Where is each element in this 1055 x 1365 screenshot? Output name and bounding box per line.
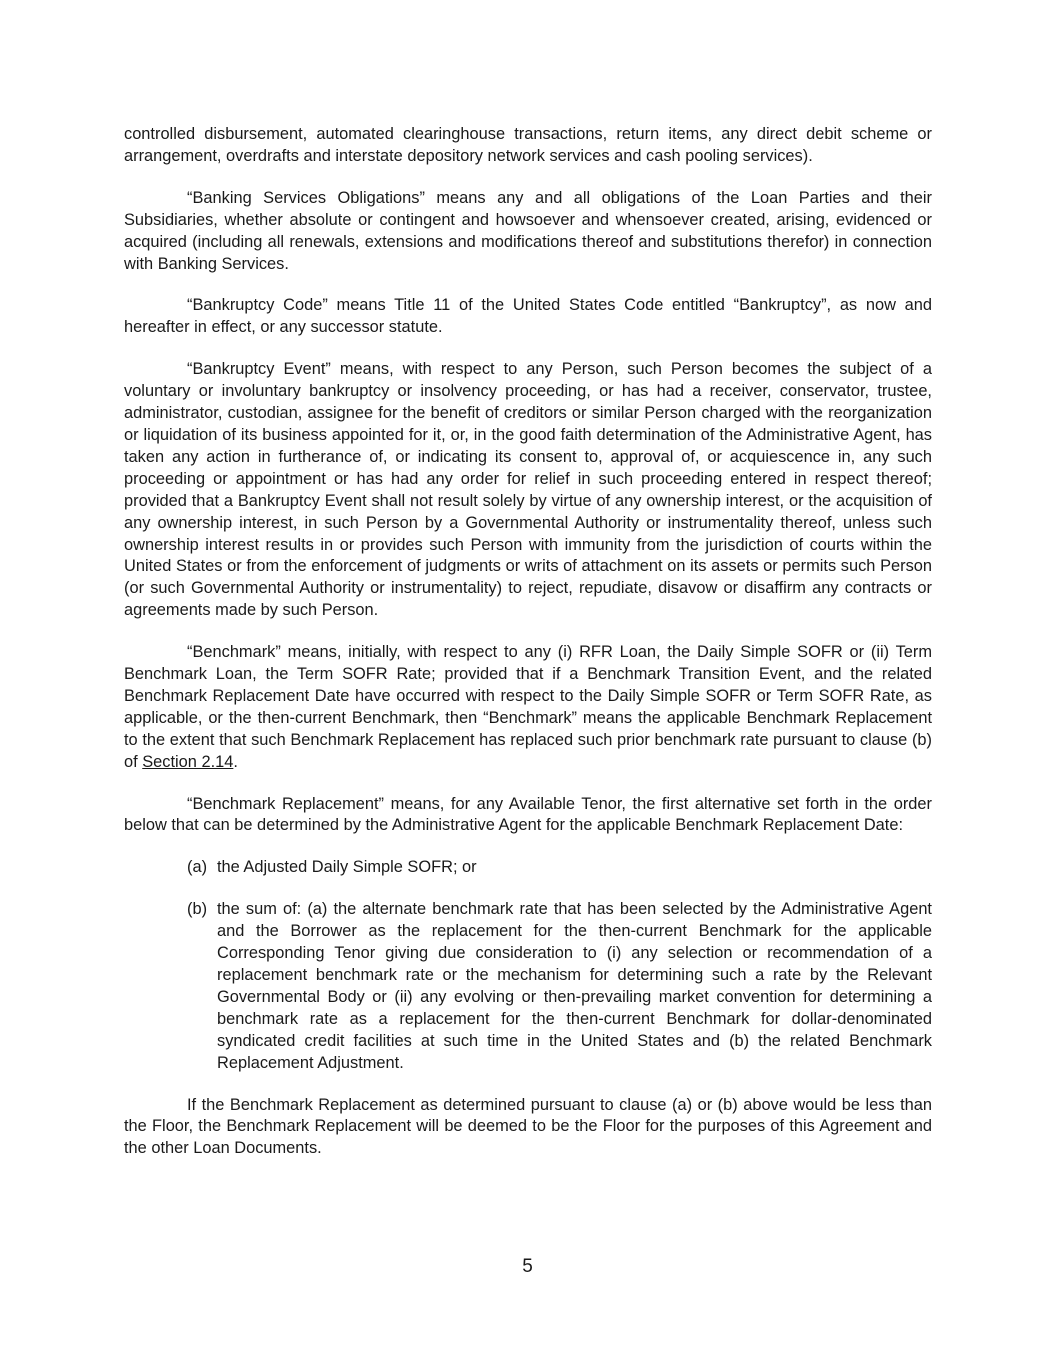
paragraph-floor-provision: If the Benchmark Replacement as determined pursuant to clause (a) or (b) above would be less than the Floor, the Benchmark Replacement will be deemed to be the Floor for the purposes of this Agreement and the other Loan Documents. <box>124 1095 932 1158</box>
list-text-a: the Adjusted Daily Simple SOFR; or <box>217 858 477 877</box>
benchmark-replacement-list <box>124 857 932 1074</box>
definition-bankruptcy-code: “Bankruptcy Code” means Title 11 of the United States Code entitled “Bankruptcy”, as now and hereafter in effect, or any successor statute. <box>124 296 932 337</box>
list-marker-b: (b) <box>187 900 208 919</box>
list-item-b <box>124 899 932 1074</box>
definition-banking-services-obligations: “Banking Services Obligations” means any and all obligations of the Loan Parties and their Subsidiaries, whether absolute or contingent and howsoever and whensoever created, arising, evidenced or acquired (including all renewals, extensions and modifications thereof and substitutions therefor) in connection with Banking Services. <box>124 188 932 273</box>
list-text-b: the sum of: (a) the alternate benchmark rate that has been selected by the Administrative Agent and the Borrower as the replacement for the then-current Benchmark for the applicable Corresponding Tenor giving due consideration to (i) any selection or recommendation of a replacement benchmark rate or the mechanism for determining such a rate by the Relevant Governmental Body or (ii) any evolving or then-prevailing market convention for determining a benchmark rate as a replacement for the then-current Benchmark for dollar-denominated syndicated credit facilities at such time in the United States and (b) the related Benchmark Replacement Adjustment. <box>217 900 932 1072</box>
definition-benchmark-replacement: “Benchmark Replacement” means, for any Available Tenor, the first alternative set forth in the order below that can be determined by the Administrative Agent for the applicable Benchmark Replacement Date: <box>124 794 932 835</box>
paragraph-cash-management-continued: controlled disbursement, automated clearinghouse transactions, return items, any direct debit scheme or arrangement, overdrafts and interstate depository network services and cash pooling services). <box>124 125 932 165</box>
list-item-a <box>124 857 932 879</box>
page-number: 5 <box>522 1256 533 1277</box>
document-page <box>124 124 932 1180</box>
section-reference-link[interactable]: Section 2.14 <box>142 752 234 771</box>
definition-benchmark <box>124 642 932 773</box>
definition-benchmark-end: . <box>233 752 238 771</box>
list-marker-a: (a) <box>187 858 208 877</box>
definition-benchmark-text: “Benchmark” means, initially, with respect to any (i) RFR Loan, the Daily Simple SOFR or (ii) Term Benchmark Loan, the Term SOFR Rate; provided that if a Benchmark Transition Event, and the related Benchmark Replacement Date have occurred with respect to the Daily Simple SOFR or Term SOFR Rate, as applicable, or the then-current Benchmark, then “Benchmark” means the applicable Benchmark Replacement to the extent that such Benchmark Replacement has replaced such prior benchmark rate pursuant to clause (b) of <box>124 643 932 771</box>
definition-bankruptcy-event: “Bankruptcy Event” means, with respect to any Person, such Person becomes the subject of a voluntary or involuntary bankruptcy or insolvency proceeding, or has had a receiver, conservator, trustee, administrator, custodian, assignee for the benefit of creditors or similar Person charged with the reorganization or liquidation of its business appointed for it, or, in the good faith determination of the Administrative Agent, has taken any action in furtherance of, or indicating its consent to, approval of, or acquiescence in, any such proceeding or appointment or has had any order for relief in such proceeding entered in respect thereof; provided that a Bankruptcy Event shall not result solely by virtue of any ownership interest, or the acquisition of any ownership interest, in such Person by a Governmental Authority or instrumentality thereof, unless such ownership interest results in or provides such Person with immunity from the jurisdiction of courts within the United States or from the enforcement of judgments or writs of attachment on its assets or permits such Person (or such Governmental Authority or instrumentality) to reject, repudiate, disavow or disaffirm any contracts or agreements made by such Person. <box>124 360 932 620</box>
